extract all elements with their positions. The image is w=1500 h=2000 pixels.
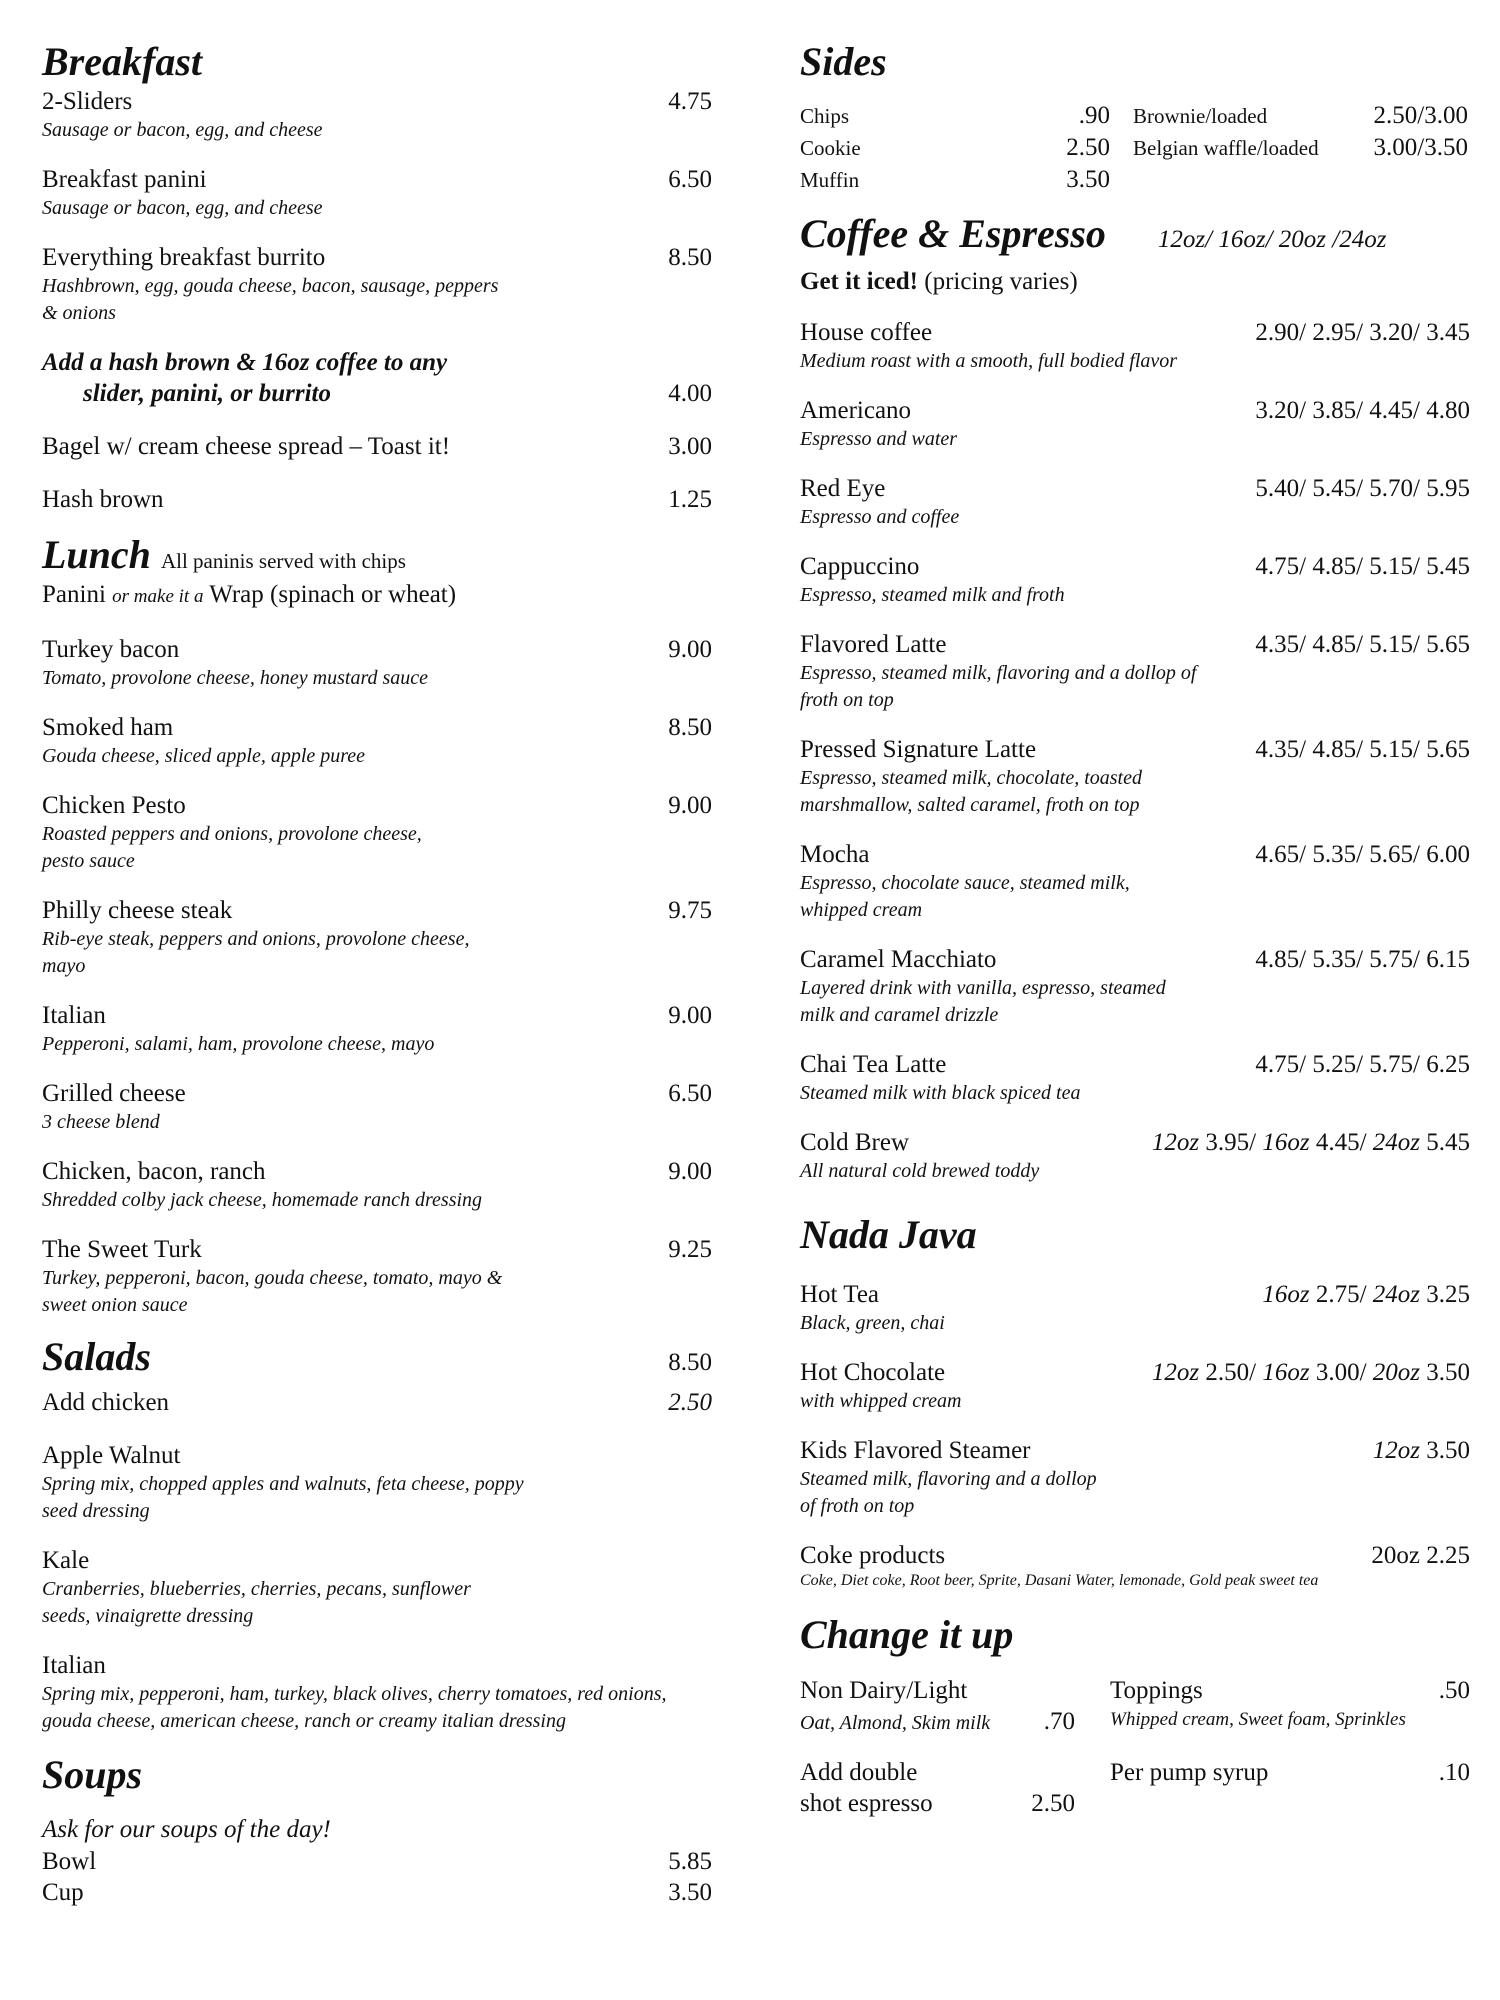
coffee-sizes: 12oz/ 16oz/ 20oz /24oz <box>1157 226 1387 253</box>
lunch-section <box>42 531 712 1319</box>
item-description: 3 cheese blend <box>42 1111 160 1133</box>
menu-item-steamer <box>800 1435 1470 1520</box>
size-label: 12oz <box>1372 1437 1420 1464</box>
item-name: House coffee <box>800 319 933 346</box>
item-description: Steamed milk, flavoring and a dollop of froth on top <box>800 1468 1097 1517</box>
menu-item <box>800 395 1470 453</box>
nondairy-option <box>800 1675 1075 1737</box>
item-name: Cookie <box>800 136 861 160</box>
item-name: Turkey bacon <box>42 636 180 663</box>
double-line2: shot espresso <box>800 1790 933 1817</box>
menu-item <box>800 839 1470 924</box>
sides-heading: Sides <box>800 39 887 84</box>
size-label: 16oz <box>1262 1359 1310 1386</box>
change-grid <box>800 1675 1470 1819</box>
item-price: 3.20/ 3.85/ 4.45/ 4.80 <box>1255 397 1470 424</box>
item-price: 20oz 2.25 <box>1371 1542 1470 1569</box>
item-name: Non Dairy/Light <box>800 1677 968 1704</box>
item-price: 3.00 <box>668 433 712 460</box>
item-description: Pepperoni, salami, ham, provolone cheese, mayo <box>42 1033 435 1055</box>
size-price: 4.45/ <box>1315 1129 1367 1156</box>
item-price: 9.75 <box>668 897 712 924</box>
item-name: Kale <box>42 1547 90 1574</box>
menu-item-hot-tea <box>800 1279 1470 1337</box>
combo-addon <box>42 347 712 409</box>
item-description: Steamed milk with black spiced tea <box>800 1082 1081 1104</box>
item-price: .10 <box>1438 1759 1470 1786</box>
item-price: 2.50 <box>1066 134 1110 161</box>
nada-java-section <box>800 1211 1470 1591</box>
side-item <box>1133 132 1468 164</box>
menu-item-hashbrown <box>42 484 712 515</box>
item-name: Hot Tea <box>800 1281 880 1308</box>
coffee-heading: Coffee & Espresso <box>800 211 1106 256</box>
soups-section <box>42 1751 712 1908</box>
menu-item <box>42 895 712 980</box>
item-price: 4.75 <box>668 88 712 115</box>
sides-left-list <box>800 100 1110 196</box>
item-description: Espresso, steamed milk, chocolate, toasted marshmallow, salted caramel, froth on top <box>800 767 1142 816</box>
item-description: Sausage or bacon, egg, and cheese <box>42 119 323 141</box>
item-name: Brownie/loaded <box>1133 104 1268 128</box>
item-name: Americano <box>800 397 912 424</box>
coffee-header <box>800 210 1470 258</box>
item-price <box>1262 1279 1470 1310</box>
menu-item <box>800 551 1470 609</box>
item-price: 9.00 <box>668 1158 712 1185</box>
soup-bowl <box>42 1846 712 1877</box>
item-description: Espresso, steamed milk, flavoring and a dollop of froth on top <box>800 662 1197 711</box>
lunch-heading: Lunch <box>42 532 151 577</box>
item-price <box>1152 1127 1470 1158</box>
item-description: Spring mix, pepperoni, ham, turkey, black olives, cherry tomatoes, red onions, gouda cheese, american cheese, ranch or creamy italian dressing <box>42 1683 667 1732</box>
right-column <box>800 38 1470 1819</box>
item-name: Breakfast panini <box>42 166 207 193</box>
item-price: 9.00 <box>668 636 712 663</box>
add-chicken-price: 2.50 <box>668 1389 712 1416</box>
add-chicken <box>42 1387 712 1418</box>
salads-price: 8.50 <box>668 1349 712 1376</box>
item-description: Medium roast with a smooth, full bodied flavor <box>800 350 1178 372</box>
item-description: Spring mix, chopped apples and walnuts, feta cheese, poppy seed dressing <box>42 1473 524 1522</box>
coffee-section <box>800 210 1470 1185</box>
item-name: Italian <box>42 1652 106 1679</box>
item-name: Mocha <box>800 841 870 868</box>
size-price: 2.75/ <box>1315 1281 1367 1308</box>
menu-item-bagel <box>42 431 712 462</box>
item-name: Muffin <box>800 168 860 192</box>
item-name: Smoked ham <box>42 714 174 741</box>
change-it-up-section <box>800 1611 1470 1819</box>
item-name: Coke products <box>800 1542 946 1569</box>
lunch-note: All paninis served with chips <box>160 549 406 573</box>
item-name: Italian <box>42 1002 106 1029</box>
size-price: 3.50 <box>1426 1359 1470 1386</box>
size-price: 3.25 <box>1426 1281 1470 1308</box>
item-price: 9.00 <box>668 1002 712 1029</box>
item-price: 3.50 <box>1066 166 1110 193</box>
item-name: Chicken, bacon, ranch <box>42 1158 266 1185</box>
syrup-option <box>1110 1757 1470 1819</box>
sides-right-list <box>1133 100 1468 196</box>
item-price: 4.85/ 5.35/ 5.75/ 6.15 <box>1255 946 1470 973</box>
item-name: Cappuccino <box>800 553 920 580</box>
item-description: Black, green, chai <box>800 1312 945 1334</box>
size-price: 3.95/ <box>1205 1129 1257 1156</box>
item-name: Pressed Signature Latte <box>800 736 1037 763</box>
item-description: Tomato, provolone cheese, honey mustard sauce <box>42 667 429 689</box>
item-price: 3.00/3.50 <box>1373 134 1468 161</box>
item-price: 9.00 <box>668 792 712 819</box>
item-price: 3.50 <box>668 1879 712 1906</box>
menu-item <box>42 790 712 875</box>
item-description: Oat, Almond, Skim milk <box>800 1712 991 1734</box>
item-description: Espresso and coffee <box>800 506 960 528</box>
item-price: .70 <box>1043 1708 1075 1735</box>
item-name: Per pump syrup <box>1110 1759 1269 1786</box>
item-name: Cup <box>42 1879 84 1906</box>
item-price <box>1373 1435 1470 1466</box>
item-name: The Sweet Turk <box>42 1236 202 1263</box>
item-price: 2.50 <box>1031 1790 1075 1817</box>
combo-addon-line1: Add a hash brown & 16oz coffee to any <box>42 349 448 376</box>
side-item <box>800 164 1110 196</box>
iced-bold: Get it iced! <box>800 268 919 295</box>
item-description: Coke, Diet coke, Root beer, Sprite, Dasani Water, lemonade, Gold peak sweet tea <box>800 1572 1319 1589</box>
breakfast-section <box>42 38 712 515</box>
item-description: Layered drink with vanilla, espresso, steamed milk and caramel drizzle <box>800 977 1166 1026</box>
item-price: 8.50 <box>668 244 712 271</box>
menu-item <box>42 1545 712 1630</box>
item-price: 4.35/ 4.85/ 5.15/ 5.65 <box>1255 631 1470 658</box>
menu-item <box>800 473 1470 531</box>
change-it-up-heading: Change it up <box>800 1612 1014 1657</box>
item-price: 4.75/ 4.85/ 5.15/ 5.45 <box>1255 553 1470 580</box>
item-description: Shredded colby jack cheese, homemade ranch dressing <box>42 1189 483 1211</box>
size-price: 3.00/ <box>1315 1359 1367 1386</box>
menu-item <box>42 164 712 222</box>
toppings-option <box>1110 1675 1470 1737</box>
wrap-label: Wrap (spinach or wheat) <box>209 581 457 608</box>
item-name: 2-Sliders <box>42 88 133 115</box>
item-price: .90 <box>1078 102 1110 129</box>
item-price: 2.50/3.00 <box>1373 102 1468 129</box>
double-shot-option <box>800 1757 1075 1819</box>
size-label: 24oz <box>1372 1129 1420 1156</box>
menu-item <box>800 734 1470 819</box>
item-price: 5.40/ 5.45/ 5.70/ 5.95 <box>1255 475 1470 502</box>
size-label: 20oz <box>1372 1359 1420 1386</box>
side-item <box>800 132 1110 164</box>
item-description: Cranberries, blueberries, cherries, pecans, sunflower seeds, vinaigrette dressing <box>42 1578 471 1627</box>
item-description: Hashbrown, egg, gouda cheese, bacon, sausage, peppers & onions <box>42 275 499 324</box>
item-price: 2.90/ 2.95/ 3.20/ 3.45 <box>1255 319 1470 346</box>
item-price: 6.50 <box>668 166 712 193</box>
item-description: Rib-eye steak, peppers and onions, provolone cheese, mayo <box>42 928 470 977</box>
soup-cup <box>42 1877 712 1908</box>
menu-item <box>42 1440 712 1525</box>
salads-header <box>42 1333 712 1381</box>
combo-addon-line2: slider, panini, or burrito <box>83 380 331 407</box>
sides-section <box>800 38 1470 196</box>
item-description: Gouda cheese, sliced apple, apple puree <box>42 745 366 767</box>
size-price: 5.45 <box>1426 1129 1470 1156</box>
item-name: Toppings <box>1110 1677 1203 1704</box>
item-name: Kids Flavored Steamer <box>800 1437 1031 1464</box>
size-price: 3.50 <box>1426 1437 1470 1464</box>
item-name: Philly cheese steak <box>42 897 233 924</box>
item-description: Espresso, steamed milk and froth <box>800 584 1065 606</box>
menu-item <box>42 1156 712 1214</box>
item-name: Hot Chocolate <box>800 1359 946 1386</box>
item-name: Bagel w/ cream cheese spread – Toast it! <box>42 433 451 460</box>
item-name: Belgian waffle/loaded <box>1133 136 1319 160</box>
double-line1: Add double <box>800 1759 918 1786</box>
menu-item <box>800 629 1470 714</box>
lunch-header <box>42 531 712 579</box>
menu-item <box>42 1000 712 1058</box>
item-name: Chicken Pesto <box>42 792 186 819</box>
item-name: Chips <box>800 104 850 128</box>
item-name: Everything breakfast burrito <box>42 244 326 271</box>
or-text: or make it a <box>112 586 204 607</box>
item-price: 5.85 <box>668 1848 712 1875</box>
item-description: with whipped cream <box>800 1390 962 1412</box>
salads-section <box>42 1333 712 1735</box>
side-item <box>1133 100 1468 132</box>
soups-note: Ask for our soups of the day! <box>42 1816 331 1843</box>
nada-java-heading: Nada Java <box>800 1212 977 1257</box>
lunch-panini-wrap <box>42 579 712 612</box>
menu-item <box>800 944 1470 1029</box>
item-description: Turkey, pepperoni, bacon, gouda cheese, tomato, mayo & sweet onion sauce <box>42 1267 503 1316</box>
size-label: 24oz <box>1372 1281 1420 1308</box>
size-label: 12oz <box>1151 1359 1200 1386</box>
soups-heading: Soups <box>42 1752 143 1797</box>
menu-item <box>800 1049 1470 1107</box>
item-description: Whipped cream, Sweet foam, Sprinkles <box>1110 1709 1406 1730</box>
iced-pricing: (pricing varies) <box>924 268 1078 295</box>
left-column <box>42 38 712 1908</box>
item-price: 9.25 <box>668 1236 712 1263</box>
item-price: 4.75/ 5.25/ 5.75/ 6.25 <box>1255 1051 1470 1078</box>
menu-item <box>42 242 712 327</box>
menu-item <box>42 1078 712 1136</box>
item-name: Flavored Latte <box>800 631 947 658</box>
item-name: Red Eye <box>800 475 886 502</box>
menu-item-cold-brew <box>800 1127 1470 1185</box>
sides-grid <box>800 100 1470 196</box>
salads-heading: Salads <box>42 1334 151 1379</box>
item-name: Chai Tea Latte <box>800 1051 947 1078</box>
menu-item <box>42 1234 712 1319</box>
item-description: Sausage or bacon, egg, and cheese <box>42 197 323 219</box>
size-label: 16oz <box>1262 1281 1310 1308</box>
menu-item-hot-chocolate <box>800 1357 1470 1415</box>
size-price: 2.50/ <box>1205 1359 1257 1386</box>
side-item <box>800 100 1110 132</box>
item-description: Espresso, chocolate sauce, steamed milk, whipped cream <box>800 872 1130 921</box>
combo-addon-price: 4.00 <box>668 380 712 407</box>
item-name: Caramel Macchiato <box>800 946 997 973</box>
menu-item <box>42 712 712 770</box>
item-name: Bowl <box>42 1848 97 1875</box>
item-price: 1.25 <box>668 486 712 513</box>
menu-item <box>800 317 1470 375</box>
breakfast-heading: Breakfast <box>42 39 202 84</box>
item-price: .50 <box>1438 1677 1470 1704</box>
menu-item-coke <box>800 1540 1470 1591</box>
item-price <box>1152 1357 1470 1388</box>
menu-item <box>42 1650 712 1735</box>
item-description: Espresso and water <box>800 428 958 450</box>
panini-label: Panini <box>42 581 106 608</box>
menu-item <box>42 86 712 144</box>
size-label: 16oz <box>1262 1129 1310 1156</box>
size-label: 12oz <box>1151 1129 1200 1156</box>
item-name: Apple Walnut <box>42 1442 181 1469</box>
item-name: Cold Brew <box>800 1129 910 1156</box>
item-description: Roasted peppers and onions, provolone cheese, pesto sauce <box>42 823 422 872</box>
item-price: 8.50 <box>668 714 712 741</box>
menu-item <box>42 634 712 692</box>
item-price: 4.35/ 4.85/ 5.15/ 5.65 <box>1255 736 1470 763</box>
add-chicken-label: Add chicken <box>42 1389 170 1416</box>
item-name: Grilled cheese <box>42 1080 186 1107</box>
iced-note <box>800 266 1470 297</box>
item-price: 4.65/ 5.35/ 5.65/ 6.00 <box>1255 841 1470 868</box>
item-name: Hash brown <box>42 486 164 513</box>
item-description: All natural cold brewed toddy <box>800 1160 1040 1182</box>
item-price: 6.50 <box>668 1080 712 1107</box>
